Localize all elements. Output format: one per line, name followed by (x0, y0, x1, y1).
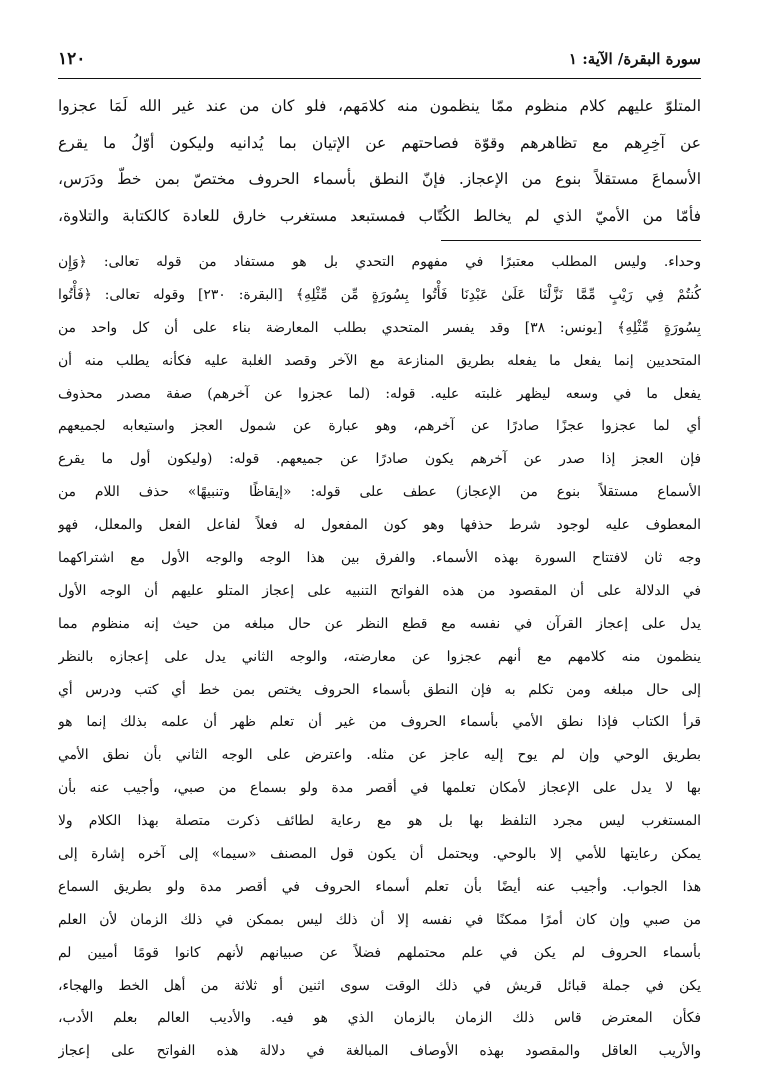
commentary-line: هذا الجواب. وأجيب عنه أيضًا بأن تعلم أسماء الحروف في أقصر مدة ولو بطريق السماع (58, 878, 701, 895)
commentary-line: بأسماء الحروف لم يكن في علم محتملهم فضلاً عن صبيانهم لأنهم كانوا قومًا أميين لم (58, 944, 701, 961)
main-text-block (58, 88, 701, 236)
commentary-line: وحداء. وليس المطلب معتبرًا في مفهوم التحدي بل هو مستفاد من قوله تعالى: ﴿وَإِن (58, 254, 701, 270)
commentary-block (58, 246, 701, 1060)
commentary-line: فإن العجز إذا صدر عن آخرهم يكون صادرًا عن جميعهم. قوله: (وليكون أول ما يقرع (58, 451, 701, 468)
commentary-line: في الدلالة على أن المقصود من هذه الفواتح التنبيه على إعجاز المتلو عليهم أن الوجه الأول (58, 582, 701, 599)
footnote-separator (441, 240, 701, 241)
main-text-line: فأمّا من الأميّ الذي لم يخالط الكُتّاب فمستبعد مستغرب خارق للعادة كالكتابة والتلاوة، (58, 206, 701, 225)
main-text-line: المتلوّ عليهم كلام منظوم ممّا ينظمون منه كلامَهم، فلو كان من عند غير الله لَمَا عجزوا (58, 97, 701, 115)
commentary-line: بِسُورَةٍ مِّثْلِهِ﴾ [يونس: ٣٨] وقد يفسر المتحدي بطلب المعارضة بناء على أن كل واحد من (58, 319, 701, 336)
commentary-line: يكن في جملة قبائل قريش في ذلك الوقت سوى اثنين أو ثلاثة من أهل الخط والهجاء، (58, 977, 701, 994)
commentary-line: المعطوف عليه لوجود شرط حذفها وهو كون المفعول له فعلاً لفاعل الفعل والمعلل، فهو (58, 517, 701, 534)
commentary-line: أي لما عجزوا عجزًا صادرًا عن آخرهم، وهو عبارة عن شمول العجز واستيعابه لجميعهم (58, 418, 701, 435)
main-text-line: الأسماعَ مستقلاً بنوع من الإعجاز. فإنّ النطق بأسماء الحروف مختصّ بمن خطّ ودَرَس، (58, 170, 701, 188)
commentary-line: قرأ الكتاب فإذا نطق الأمي بأسماء الحروف من غير أن تعلم ظهر أن علمه بذلك إنما هو (58, 714, 701, 731)
page-header (58, 40, 701, 79)
page-number: ١٢٠ (58, 49, 86, 69)
commentary-line: يدل على إعجاز القرآن في نفسه مع قطع النظر عن حال مبلغه من حيث إنه منظوم مما (58, 615, 701, 632)
commentary-line: المتحديين إنما يفعل ما يفعله بطريق المنازعة مع الآخر وقصد الغلبة عليه فكأنه يطلب منه أن (58, 352, 701, 369)
commentary-line: والأريب العاقل والمقصود بهذه الأوصاف المبالغة في دلالة هذه الفواتح على إعجاز (58, 1043, 701, 1060)
commentary-line: كُنتُمْ فِي رَيْبٍ مِّمَّا نَزَّلْنَا عَلَىٰ عَبْدِنَا فَأْتُوا بِسُورَةٍ مِّن مِّثْلِهِ﴾ [البقرة: ٢٣٠] وقوله تعالى: ﴿فَأْتُوا (58, 286, 701, 303)
commentary-line: يمكن رعايتها للأمي إلا بالوحي. ويحتمل أن يكون قول المصنف «سيما» إلى آخره إشارة إلى (58, 846, 701, 863)
commentary-line: بها لا يدل على الإعجاز لأمكان تعلمها في أقصر مدة ولو بسماع من صبي، وأجيب عنه بأن (58, 780, 701, 797)
commentary-line: إلى حال مبلغه ومن تكلم به فإن النطق بأسماء الحروف يختص بمن خط أي كتب ودرس أي (58, 681, 701, 698)
commentary-line: المستغرب ليس مجرد التلفظ بها بل هو مع رعاية لطائف ذكرت متصلة بهذا الكلام ولا (58, 813, 701, 830)
commentary-line: بطريق الوحي وإن لم يوح إليه عاجز عن مثله. واعترض على الوجه الثاني بأن نطق الأمي (58, 747, 701, 764)
main-text-line: عن آخِرِهم مع تظاهرهم وقوّة فصاحتهم عن الإتيان بما يُدانيه وليكون أوّلُ ما يقرع (58, 133, 701, 152)
commentary-line: وجه ثان لافتتاح السورة بهذه الأسماء. والفرق بين هذا الوجه والوجه الأول مع اشتراكهما (58, 550, 701, 567)
commentary-line: يفعل ما في وسعه ليظهر غلبته عليه. قوله: (لما عجزوا عن آخرهم) صفة مصدر محذوف (58, 385, 701, 402)
commentary-line: الأسماع مستقلاً بنوع من الإعجاز) عطف على قوله: «إيقاظًا وتنبيهًا» حذف اللام من (58, 484, 701, 501)
commentary-line: فكأن المعترض قاس ذلك الزمان بالزمان الذي هو فيه. والأديب العالم بعلم الأدب، (58, 1010, 701, 1027)
commentary-line: ينظمون منه كلامهم مع أنهم عجزوا عن معارضته، والوجه الثاني يدل على إعجازه بالنظر (58, 648, 701, 665)
commentary-line: من صبي وإن كان أمرًا ممكنًا في نفسه إلا أن ذلك ليس بممكن في ذلك الزمان لأن العلم (58, 911, 701, 928)
running-title: سورة البقرة/ الآية: ١ (568, 50, 701, 68)
